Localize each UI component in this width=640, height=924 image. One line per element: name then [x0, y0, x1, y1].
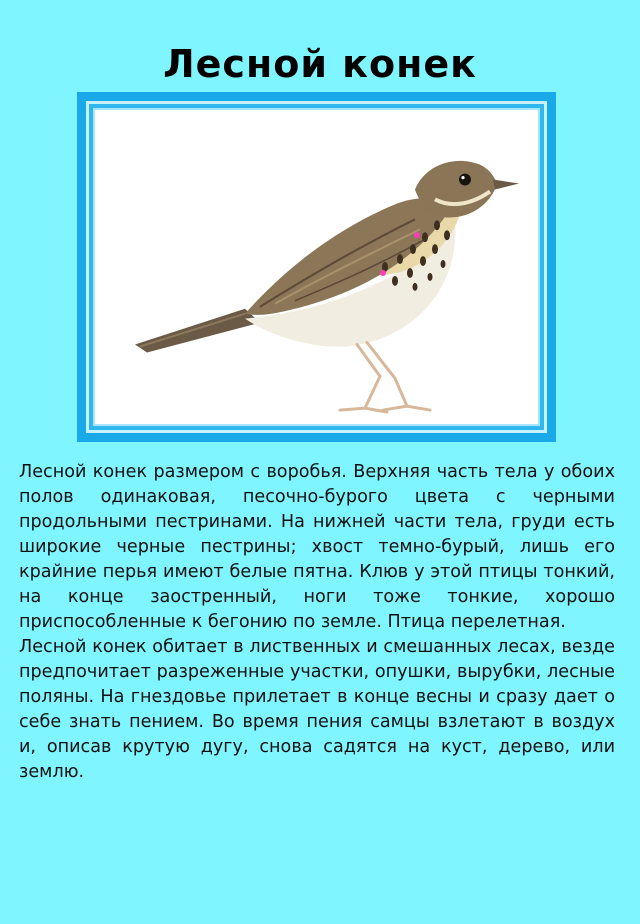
bird-legs — [340, 343, 430, 413]
page-title: Лесной конек — [163, 42, 477, 86]
paragraph-habitat: Лесной конек обитает в лиственных и смешанных лесах, везде предпочитает разреженные участки, опушки, вырубки, лесные поляны. На гнездовье прилетает в конце весны и сразу дает о себе знать пением. Во время пения самцы взлетают в воздух и, описав крутую дугу, снова садятся на куст, дерево, или землю. — [19, 637, 615, 782]
bird-illustration — [95, 110, 538, 424]
bird-eye — [459, 174, 471, 186]
picture-canvas — [93, 108, 540, 426]
bird-beak — [493, 180, 519, 190]
article-text — [19, 460, 615, 785]
picture-frame-border — [86, 101, 547, 433]
paragraph-description: Лесной конек размером с воробья. Верхняя часть тела у обоих полов одинаковая, песочно-бурого цвета с черными продольными пестринами. На нижней части тела, груди есть широкие черные пестрины; хвост темно-бурый, лишь его крайние перья имеют белые пятна. Клюв у этой птицы тонкий, на конце заостренный, ноги тоже тонкие, хорошо приспособленные к бегонию по земле. Птица перелетная. — [19, 462, 615, 632]
picture-frame — [77, 92, 556, 442]
